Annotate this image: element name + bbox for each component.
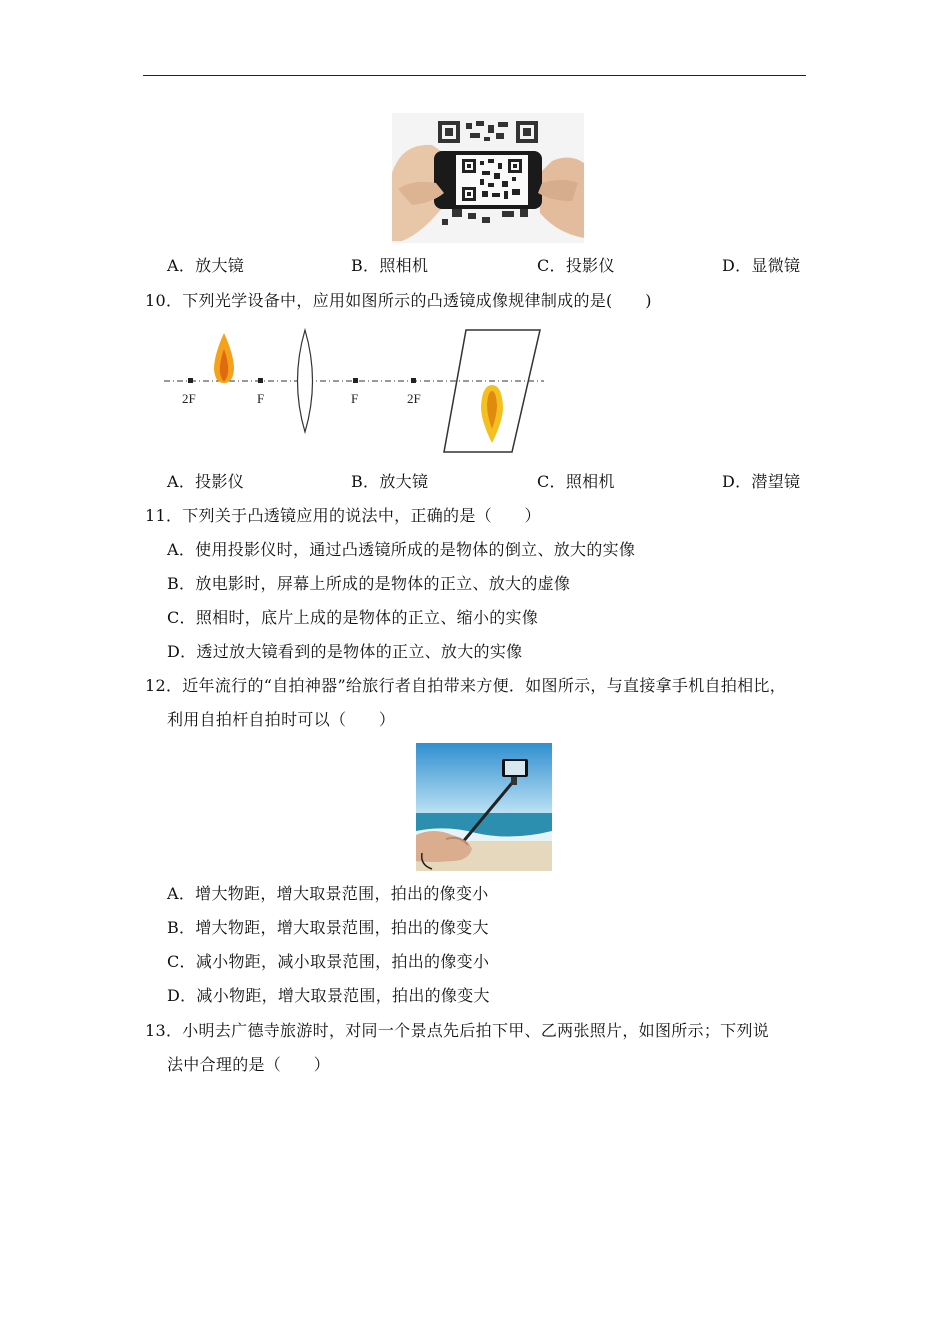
q11-option-c: C．照相时，底片上成的是物体的正立、缩小的实像 (167, 608, 539, 627)
selfie-stick-photo (416, 743, 552, 871)
convex-lens-diagram (160, 325, 550, 455)
q10-option-b: B．放大镜 (351, 472, 429, 491)
q11-option-b: B．放电影时，屏幕上所成的是物体的正立、放大的虚像 (167, 574, 571, 593)
label-2f-left: 2F (182, 391, 196, 406)
q10-option-d: D．潜望镜 (722, 472, 801, 491)
q11-stem: 11．下列关于凸透镜应用的说法中，正确的是（ ） (145, 506, 541, 525)
q12-stem-line1: 12．近年流行的“自拍神器”给旅行者自拍带来方便．如图所示，与直接拿手机自拍相比， (145, 676, 787, 695)
label-f-left: F (257, 391, 265, 406)
header-rule (143, 75, 806, 76)
q9-option-d: D．显微镜 (722, 256, 801, 275)
q11-option-a: A．使用投影仪时，通过凸透镜所成的是物体的倒立、放大的实像 (167, 540, 636, 559)
q10-option-c: C．照相机 (537, 472, 615, 491)
q13-stem-line2: 法中合理的是（ ） (167, 1055, 331, 1074)
q10-option-a: A．投影仪 (167, 472, 245, 491)
q13-stem-line1: 13．小明去广德寺旅游时，对同一个景点先后拍下甲、乙两张照片，如图所示；下列说 (145, 1021, 770, 1040)
q10-stem: 10．下列光学设备中，应用如图所示的凸透镜成像规律制成的是( ) (145, 291, 652, 310)
q12-option-b: B．增大物距，增大取景范围，拍出的像变大 (167, 918, 489, 937)
qr-phone-photo (392, 113, 584, 243)
q12-option-d: D．减小物距，增大取景范围，拍出的像变大 (167, 986, 490, 1005)
label-f-right: F (351, 391, 359, 406)
label-2f-right: 2F (407, 391, 421, 406)
q9-option-a: A．放大镜 (167, 256, 245, 275)
q12-stem-line2: 利用自拍杆自拍时可以（ ） (167, 710, 396, 729)
q11-option-d: D．透过放大镜看到的是物体的正立、放大的实像 (167, 642, 523, 661)
q12-option-c: C．减小物距，减小取景范围，拍出的像变小 (167, 952, 490, 971)
q12-option-a: A．增大物距，增大取景范围，拍出的像变小 (167, 884, 489, 903)
q9-option-b: B．照相机 (351, 256, 429, 275)
q9-option-c: C．投影仪 (537, 256, 615, 275)
